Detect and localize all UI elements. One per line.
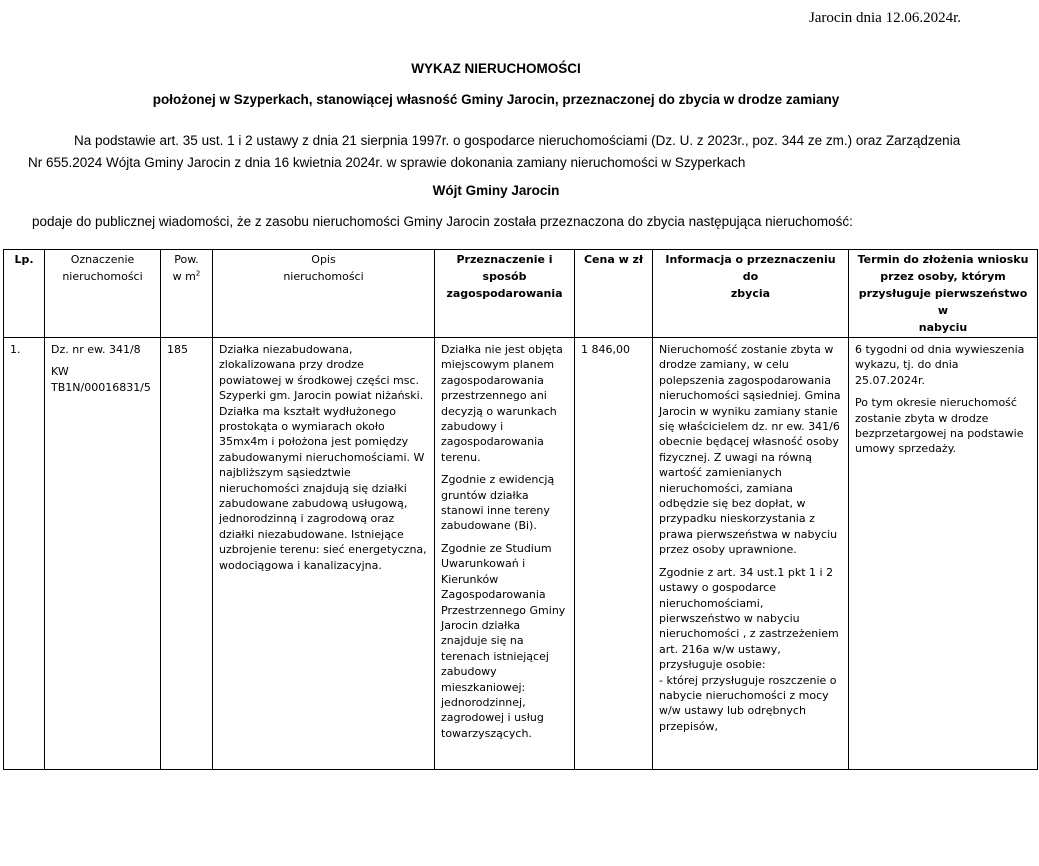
- property-table: [3, 249, 1038, 770]
- purpose-paragraph-1: Działka nie jest objęta miejscowym planem zagospodarowania przestrzennego ani decyzją o warunkach zabudowy i zagospodarowania terenu.: [441, 343, 563, 464]
- header-oznaczenie: Oznaczenie nieruchomości: [45, 250, 161, 338]
- cell-deadline: [849, 338, 1038, 770]
- cell-info: [653, 338, 849, 770]
- info-paragraph-1: Nieruchomość zostanie zbyta w drodze zamiany, w celu polepszenia zagospodarowania nieruchomości sąsiedniej. Gmina Jarocin w wyniku zamiany stanie się właścicielem dz. nr ew. 341/6 obecnie będącej własność osoby fizycznej. Z uwagi na równą wartość zamienianych nieruchomości, zamiana odbędzie się bez dopłat, w przypadku nieskorzystania z prawa pierwszeństwa w nabyciu przez osoby uprawnione.: [659, 343, 841, 557]
- purpose-paragraph-3: Zgodnie ze Studium Uwarunkowań i Kierunków Zagospodarowania Przestrzennego Gminy Jarocin działka znajduje się na terenach istniejącej zabudowy mieszkaniowej: jednorodzinnej, zagrodowej i usług towarzyszących.: [441, 541, 566, 740]
- table-header-row: [4, 250, 1038, 338]
- purpose-paragraph-2: Zgodnie z ewidencją gruntów działka stanowi inne tereny zabudowane (Bi).: [441, 473, 555, 533]
- cell-oznaczenie: [45, 338, 161, 770]
- cell-purpose: [435, 338, 575, 770]
- info-paragraph-3: - której przysługuje roszczenie o nabycie nieruchomości z mocy w/w ustawy lub odrębnych przepisów,: [659, 673, 837, 733]
- land-register-label: KW: [51, 365, 69, 379]
- deadline-paragraph-1: 6 tygodni od dnia wywieszenia wykazu, tj. do dnia 25.07.2024r.: [855, 343, 1025, 387]
- announcement-text: podaje do publicznej wiadomości, że z zasobu nieruchomości Gminy Jarocin została przeznaczona do zbycia następująca nieruchomość:: [32, 214, 853, 229]
- header-informacja: Informacja o przeznaczeniu do zbycia: [653, 250, 849, 338]
- header-lp: Lp.: [4, 250, 45, 338]
- cell-price: 1 846,00: [575, 338, 653, 770]
- header-termin: Termin do złożenia wniosku przez osoby, którym przysługuje pierwszeństwo w nabyciu: [849, 250, 1038, 338]
- legal-basis-line-1: Na podstawie art. 35 ust. 1 i 2 ustawy z dnia 21 sierpnia 1997r. o gospodarce nieruchomościami (Dz. U. z 2023r., poz. 344 ze zm.) oraz Zarządzenia: [74, 133, 961, 148]
- document-subtitle: położonej w Szyperkach, stanowiącej własność Gminy Jarocin, przeznaczonej do zbycia w drodze zamiany: [152, 92, 840, 107]
- table-row: [4, 338, 1038, 770]
- info-paragraph-2: Zgodnie z art. 34 ust.1 pkt 1 i 2 ustawy o gospodarce nieruchomościami, pierwszeństwo w nabyciu nieruchomości , z zastrzeżeniem art. 216a w/w ustawy, przysługuje osobie:: [659, 565, 839, 672]
- parcel-number: Dz. nr ew. 341/8: [51, 343, 141, 356]
- deadline-paragraph-2: Po tym okresie nieruchomość zostanie zbyta w drodze bezprzetargowej na podstawie umowy sprzedaży.: [855, 396, 1024, 456]
- header-opis: Opis nieruchomości: [213, 250, 435, 338]
- legal-basis-line-2: Nr 655.2024 Wójta Gminy Jarocin z dnia 16 kwietnia 2024r. w sprawie dokonania zamiany nieruchomości w Szyperkach: [28, 155, 746, 170]
- legal-basis: [28, 130, 1018, 174]
- cell-area: 185: [161, 338, 213, 770]
- cell-description: Działka niezabudowana, zlokalizowana przy drodze powiatowej w środkowej części msc. Szyperki gm. Jarocin powiat niżański. Działka ma kształt wydłużonego prostokąta o wymiarach około 35mx4m i położona jest pomiędzy zabudowanymi nieruchomościami. W najbliższym sąsiedztwie nieruchomości znajdują się działki zabudowane zabudową usługową, jednorodzinną i zagrodową oraz działki niezabudowane. Istniejące uzbrojenie terenu: sieć energetyczna, wodociągowa i kanalizacyjna.: [213, 338, 435, 770]
- document-title: WYKAZ NIERUCHOMOŚCI: [411, 61, 581, 76]
- land-register-number: TB1N/00016831/5: [51, 380, 151, 394]
- header-przeznaczenie: Przeznaczenie i sposób zagospodarowania: [435, 250, 575, 338]
- cell-lp: 1.: [4, 338, 45, 770]
- header-pow: Pow. w $m^2$: [161, 250, 213, 338]
- document-date: Jarocin dnia 12.06.2024r.: [808, 10, 961, 26]
- authority-heading: Wójt Gminy Jarocin: [432, 183, 560, 198]
- header-cena: Cena w zł: [575, 250, 653, 338]
